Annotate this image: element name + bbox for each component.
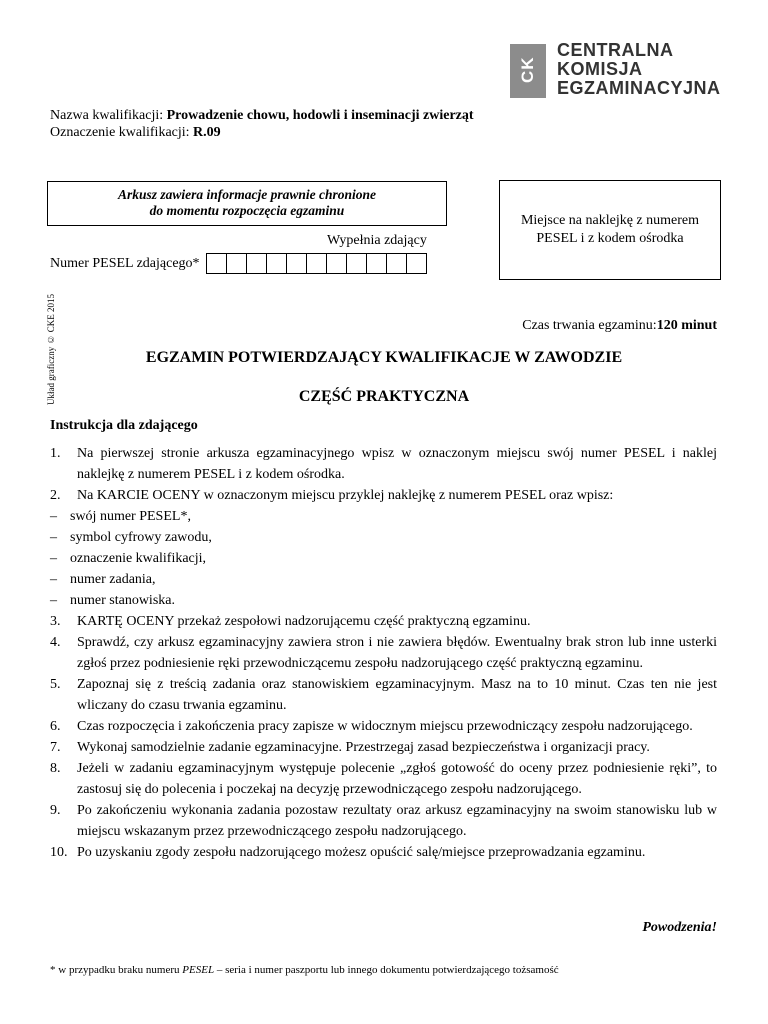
exam-title: EGZAMIN POTWIERDZAJĄCY KWALIFIKACJE W ZAWODZIE bbox=[145, 349, 623, 366]
qualification-code-value: R.09 bbox=[193, 125, 221, 140]
item-text: Wykonaj samodzielnie zadanie egzaminacyjne. Przestrzegaj zasad bezpieczeństwa i organizacji pracy. bbox=[77, 740, 650, 755]
item-number: 7. bbox=[50, 740, 61, 755]
graphic-layout-copyright: Układ graficzny © CKE 2015 bbox=[46, 294, 56, 406]
pesel-digit-box[interactable] bbox=[346, 253, 367, 274]
list-item bbox=[50, 758, 717, 800]
logo-line-3: EGZAMINACYJNA bbox=[557, 78, 721, 98]
pesel-row bbox=[50, 253, 427, 274]
list-item bbox=[50, 737, 717, 758]
pesel-digit-box[interactable] bbox=[206, 253, 227, 274]
item-number: 3. bbox=[50, 614, 61, 629]
footnote-suffix: – seria i numer paszportu lub innego dokumentu potwierdzającego tożsamość bbox=[214, 964, 559, 976]
list-item bbox=[50, 674, 717, 716]
exam-duration-label: Czas trwania egzaminu: bbox=[522, 318, 657, 333]
item-text: Na KARCIE OCENY w oznaczonym miejscu przyklej naklejkę z numerem PESEL oraz wpisz: bbox=[77, 488, 614, 503]
pesel-digit-box[interactable] bbox=[286, 253, 307, 274]
logo-line-2: KOMISJA bbox=[557, 59, 643, 79]
protected-info-box bbox=[47, 181, 447, 226]
sub-list-item bbox=[50, 548, 717, 569]
pesel-label: Numer PESEL zdającego* bbox=[50, 255, 200, 271]
pesel-input-boxes[interactable] bbox=[206, 253, 427, 274]
pesel-digit-box[interactable] bbox=[366, 253, 387, 274]
sub-dash: – bbox=[50, 551, 57, 566]
sticker-area-text: Miejsce na naklejkę z numerem PESEL i z kodem ośrodka bbox=[520, 213, 700, 246]
pesel-digit-box[interactable] bbox=[326, 253, 347, 274]
qualification-code-label: Oznaczenie kwalifikacji: bbox=[50, 125, 194, 140]
pesel-digit-box[interactable] bbox=[266, 253, 287, 274]
qualification-name-label: Nazwa kwalifikacji: bbox=[50, 108, 167, 123]
item-number: 4. bbox=[50, 635, 61, 650]
list-item bbox=[50, 443, 717, 485]
item-number: 9. bbox=[50, 803, 61, 818]
sub-dash: – bbox=[50, 530, 57, 545]
closing-text: Powodzenia! bbox=[642, 920, 717, 935]
item-text: Czas rozpoczęcia i zakończenia pracy zapisze w widocznym miejscu przewodniczący zespołu nadzorującego. bbox=[77, 719, 693, 734]
logo-line-1: CENTRALNA bbox=[557, 40, 674, 60]
logo-mark-text: CK bbox=[518, 56, 537, 84]
list-item bbox=[50, 611, 717, 632]
footnote-prefix: * w przypadku braku numeru bbox=[50, 964, 183, 976]
item-text: Po zakończeniu wykonania zadania pozostaw rezultaty oraz arkusz egzaminacyjny na swoim stanowisku lub w miejscu wskazanym przez przewodniczącego zespołu nadzorującego. bbox=[77, 803, 717, 839]
pesel-sticker-area bbox=[499, 180, 721, 280]
pesel-digit-box[interactable] bbox=[226, 253, 247, 274]
sub-list-item bbox=[50, 569, 717, 590]
protected-info-line-1: Arkusz zawiera informacje prawnie chronione bbox=[117, 187, 377, 202]
list-item bbox=[50, 632, 717, 674]
cke-logo-text bbox=[557, 41, 721, 98]
pesel-digit-box[interactable] bbox=[306, 253, 327, 274]
list-item bbox=[50, 800, 717, 842]
list-item bbox=[50, 842, 717, 863]
item-text: Po uzyskaniu zgody zespołu nadzorującego możesz opuścić salę/miejsce przeprowadzania egzaminu. bbox=[77, 845, 646, 860]
item-text: Sprawdź, czy arkusz egzaminacyjny zawiera stron i nie zawiera błędów. Ewentualny brak stron lub inne usterki zgłoś przez podniesienie ręki przewodniczącemu zespołu nadzorującego część praktyczną egzaminu. bbox=[77, 635, 717, 671]
sub-dash: – bbox=[50, 572, 57, 587]
sub-item-text: numer zadania, bbox=[70, 572, 156, 587]
item-number: 8. bbox=[50, 761, 61, 776]
sub-list-item bbox=[50, 527, 717, 548]
item-text: Jeżeli w zadaniu egzaminacyjnym występuje polecenie „zgłoś gotowość do oceny przez podniesienie ręki”, to zastosuj się do polecenia i poczekaj na decyzję przewodniczącego zespołu nadzorującego. bbox=[77, 761, 717, 797]
item-number: 1. bbox=[50, 446, 61, 461]
pesel-digit-box[interactable] bbox=[386, 253, 407, 274]
item-text: KARTĘ OCENY przekaż zespołowi nadzorującemu część praktyczną egzaminu. bbox=[77, 614, 531, 629]
sub-dash: – bbox=[50, 593, 57, 608]
qualification-code bbox=[50, 124, 221, 141]
footnote bbox=[50, 964, 559, 976]
item-number: 5. bbox=[50, 677, 61, 692]
qualification-name bbox=[50, 107, 474, 124]
footnote-pesel: PESEL bbox=[182, 964, 215, 976]
sub-item-text: oznaczenie kwalifikacji, bbox=[70, 551, 207, 566]
item-number: 2. bbox=[50, 488, 61, 503]
instructions-heading: Instrukcja dla zdającego bbox=[50, 418, 198, 433]
filler-label: Wypełnia zdający bbox=[327, 233, 427, 248]
instructions-list bbox=[50, 443, 717, 863]
cke-logo-mark bbox=[510, 44, 546, 98]
sub-item-text: symbol cyfrowy zawodu, bbox=[70, 530, 212, 545]
sub-list-item bbox=[50, 506, 717, 527]
item-number: 10. bbox=[50, 845, 68, 860]
exam-duration bbox=[522, 318, 717, 334]
item-text: Zapoznaj się z treścią zadania oraz stanowiskiem egzaminacyjnym. Masz na to 10 minut. Czas ten nie jest wliczany do czasu trwania egzaminu. bbox=[77, 677, 717, 713]
pesel-digit-box[interactable] bbox=[406, 253, 427, 274]
qualification-name-value: Prowadzenie chowu, hodowli i inseminacji zwierząt bbox=[166, 108, 474, 123]
list-item bbox=[50, 716, 717, 737]
pesel-digit-box[interactable] bbox=[246, 253, 267, 274]
exam-subtitle: CZĘŚĆ PRAKTYCZNA bbox=[298, 388, 470, 405]
sub-item-text: swój numer PESEL*, bbox=[70, 509, 191, 524]
sub-dash: – bbox=[50, 509, 57, 524]
list-item bbox=[50, 485, 717, 506]
sub-item-text: numer stanowiska. bbox=[70, 593, 175, 608]
exam-duration-value: 120 minut bbox=[656, 318, 717, 333]
item-text: Na pierwszej stronie arkusza egzaminacyjnego wpisz w oznaczonym miejscu swój numer PESEL i naklej naklejkę z numerem PESEL i z kodem ośrodka. bbox=[77, 446, 717, 482]
item-number: 6. bbox=[50, 719, 61, 734]
sub-list-item bbox=[50, 590, 717, 611]
protected-info-line-2: do momentu rozpoczęcia egzaminu bbox=[149, 203, 345, 218]
